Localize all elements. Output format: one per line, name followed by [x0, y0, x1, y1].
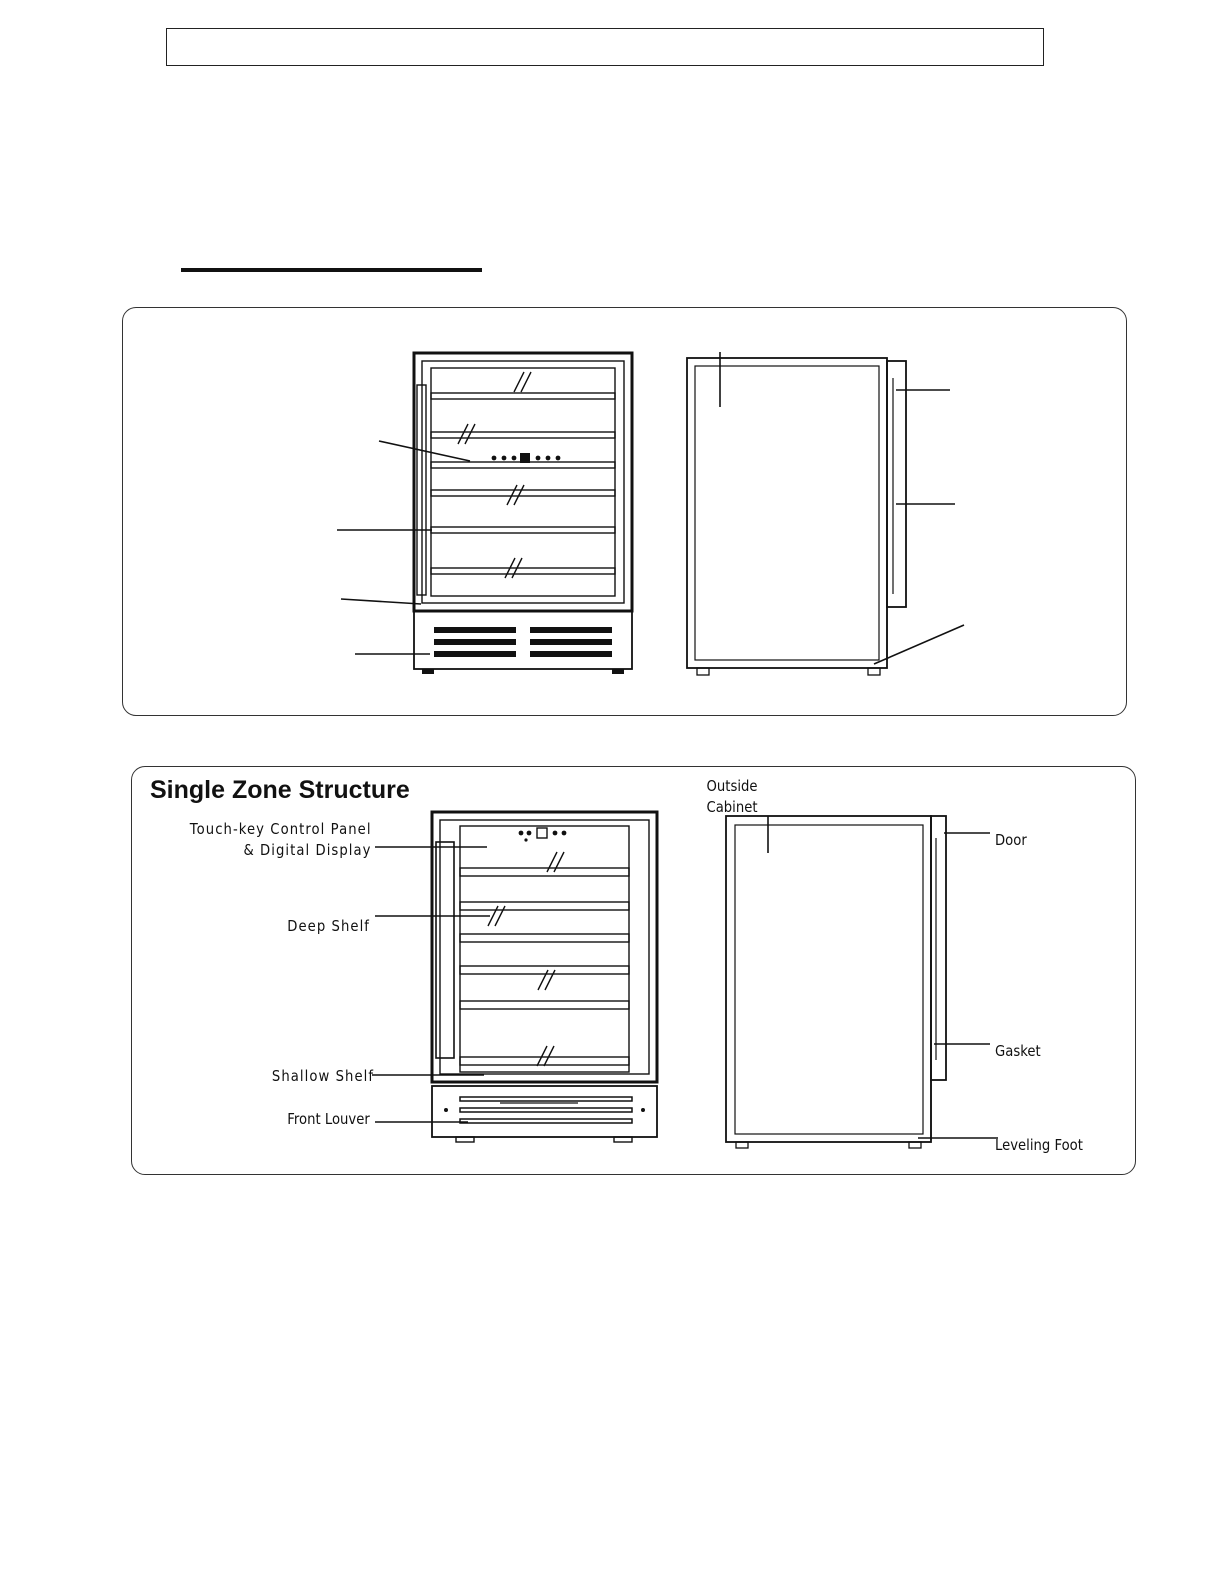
leveling-foot-label: Leveling Foot [995, 1136, 1083, 1154]
single-front-louver [460, 1097, 632, 1123]
dual-side-leader-lines [720, 352, 964, 664]
shallow-shelf-label: Shallow Shelf [271, 1067, 374, 1085]
single-door-handle [436, 842, 454, 1058]
single-glass-reflection-marks [488, 852, 564, 1066]
control-panel-label-line1: Touch-key Control Panel [190, 820, 372, 838]
dual-front-louver [434, 627, 612, 657]
single-front-shelves [460, 868, 629, 1065]
glass-reflection-marks [458, 372, 531, 578]
door-label: Door [995, 831, 1027, 849]
dual-front-leader-lines [337, 441, 470, 654]
outside-cabinet-label-line2: Cabinet [706, 797, 758, 816]
single-zone-front-view [432, 812, 657, 1142]
dual-zone-front-view [414, 353, 632, 674]
single-zone-title: Single Zone Structure [150, 776, 410, 804]
outside-cabinet-label-line1: Outside [706, 777, 758, 795]
front-louver-label: Front Louver [287, 1110, 370, 1128]
outside-cabinet-label [699, 776, 766, 817]
dual-front-shelves [431, 393, 615, 574]
control-panel-label [190, 819, 372, 860]
single-zone-side-view [726, 816, 946, 1148]
deep-shelf-label: Deep Shelf [287, 917, 370, 935]
single-control-buttons [519, 828, 567, 842]
control-panel-label-line2: & Digital Display [243, 840, 372, 859]
gasket-label: Gasket [995, 1042, 1041, 1060]
single-side-leader-lines [768, 816, 998, 1138]
